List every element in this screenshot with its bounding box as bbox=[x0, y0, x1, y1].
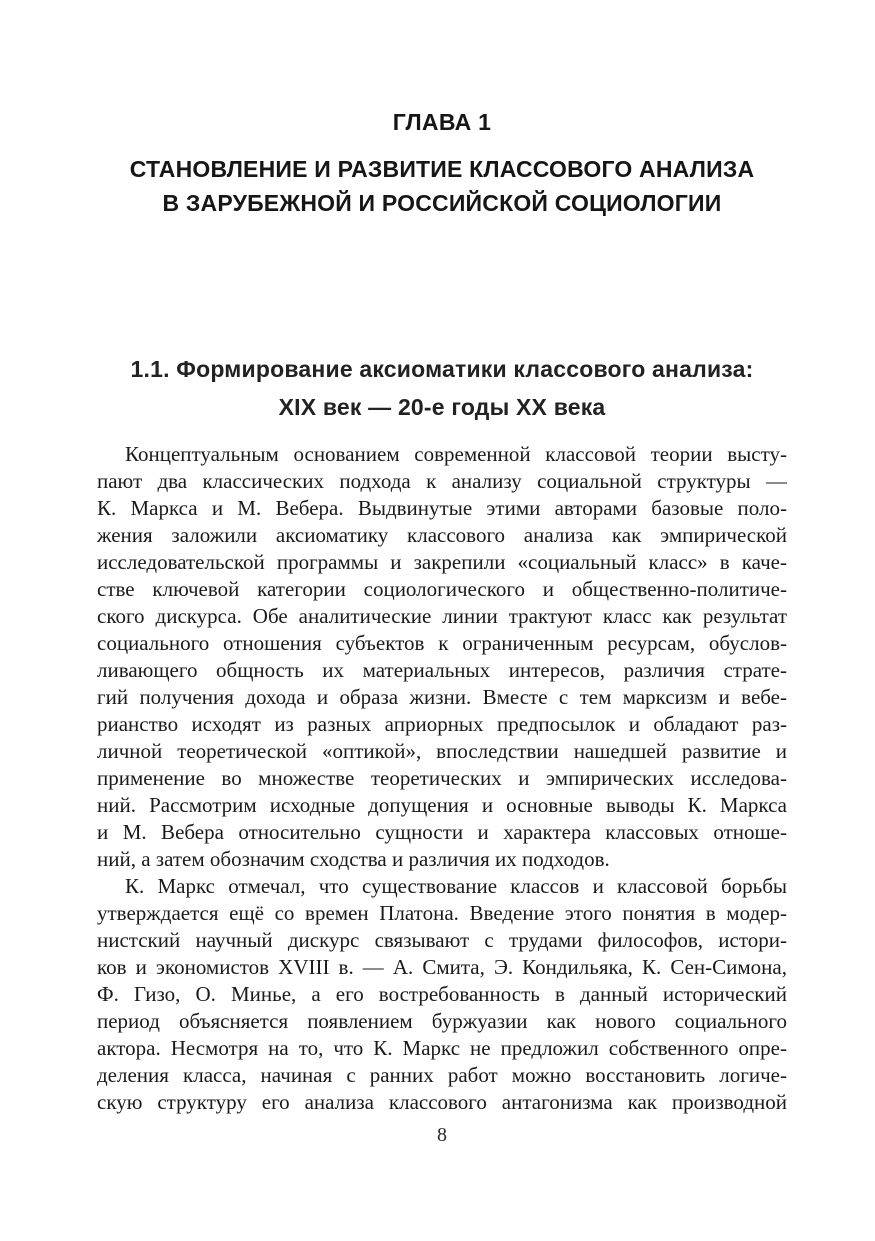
text-line: исследовательской программы и закрепили «социальный класс» в каче- bbox=[97, 550, 787, 574]
text-line: скую структуру его анализа классового антагонизма как производной bbox=[97, 1090, 787, 1114]
text-line: актора. Несмотря на то, что К. Маркс не предложил собственного опре- bbox=[97, 1036, 787, 1060]
chapter-title: ГЛАВА 1 bbox=[392, 109, 492, 135]
body-paragraph bbox=[97, 441, 787, 873]
text-line: ний, а затем обозначим сходства и различия их подходов. bbox=[97, 847, 610, 871]
body-paragraph bbox=[97, 873, 787, 1116]
text-line: и М. Вебера относительно сущности и характера классовых отноше- bbox=[97, 820, 787, 844]
text-line: деления класса, начиная с ранних работ можно восстановить логиче- bbox=[97, 1063, 787, 1087]
chapter-subtitle-line: СТАНОВЛЕНИЕ И РАЗВИТИЕ КЛАССОВОГО АНАЛИЗА bbox=[129, 156, 755, 182]
text-line: период объясняется появлением буржуазии как нового социального bbox=[97, 1009, 787, 1033]
text-line: нистский научный дискурс связывают с трудами философов, истори- bbox=[97, 928, 787, 952]
text-line: рианство исходят из разных априорных предпосылок и обладают раз- bbox=[97, 712, 787, 736]
text-line: утверждается ещё со времен Платона. Введение этого понятия в модер- bbox=[97, 901, 787, 925]
body-text bbox=[97, 441, 787, 1116]
text-line: Концептуальным основанием современной классовой теории высту- bbox=[125, 442, 787, 466]
text-line: жения заложили аксиоматику классового анализа как эмпирической bbox=[97, 523, 787, 547]
text-line: ков и экономистов XVIII в. — А. Смита, Э. Кондильяка, К. Сен-Симона, bbox=[97, 955, 787, 979]
text-line: гий получения дохода и образа жизни. Вместе с тем марксизм и вебе- bbox=[97, 685, 787, 709]
chapter-subtitle-line: В ЗАРУБЕЖНОЙ И РОССИЙСКОЙ СОЦИОЛОГИИ bbox=[162, 190, 722, 216]
text-line: социального отношения субъектов к ограниченным ресурсам, обуслов- bbox=[97, 631, 787, 655]
text-line: Ф. Гизо, О. Минье, а его востребованность в данный исторический bbox=[97, 982, 787, 1006]
text-line: ливающего общность их материальных интересов, различия страте- bbox=[97, 658, 787, 682]
chapter-subtitle bbox=[97, 152, 787, 220]
text-line: стве ключевой категории социологического и общественно-политиче- bbox=[97, 577, 787, 601]
page-content bbox=[97, 0, 787, 1147]
text-line: ского дискурса. Обе аналитические линии трактуют класс как результат bbox=[97, 604, 787, 628]
text-line: пают два классических подхода к анализу социальной структуры — bbox=[97, 469, 787, 493]
text-line: личной теоретической «оптикой», впоследствии нашедшей развитие и bbox=[97, 739, 787, 763]
page-number: 8 bbox=[437, 1124, 447, 1146]
section-heading-line: XIX век — 20-е годы XX века bbox=[278, 394, 606, 420]
section-heading-line: 1.1. Формирование аксиоматики классового анализа: bbox=[130, 356, 754, 382]
text-line: применение во множестве теоретических и эмпирических исследова- bbox=[97, 766, 787, 790]
text-line: К. Маркс отмечал, что существование классов и классовой борьбы bbox=[125, 874, 787, 898]
section-heading bbox=[97, 350, 787, 426]
text-line: ний. Рассмотрим исходные допущения и основные выводы К. Маркса bbox=[97, 793, 787, 817]
text-line: К. Маркса и М. Вебера. Выдвинутые этими авторами базовые поло- bbox=[97, 496, 787, 520]
